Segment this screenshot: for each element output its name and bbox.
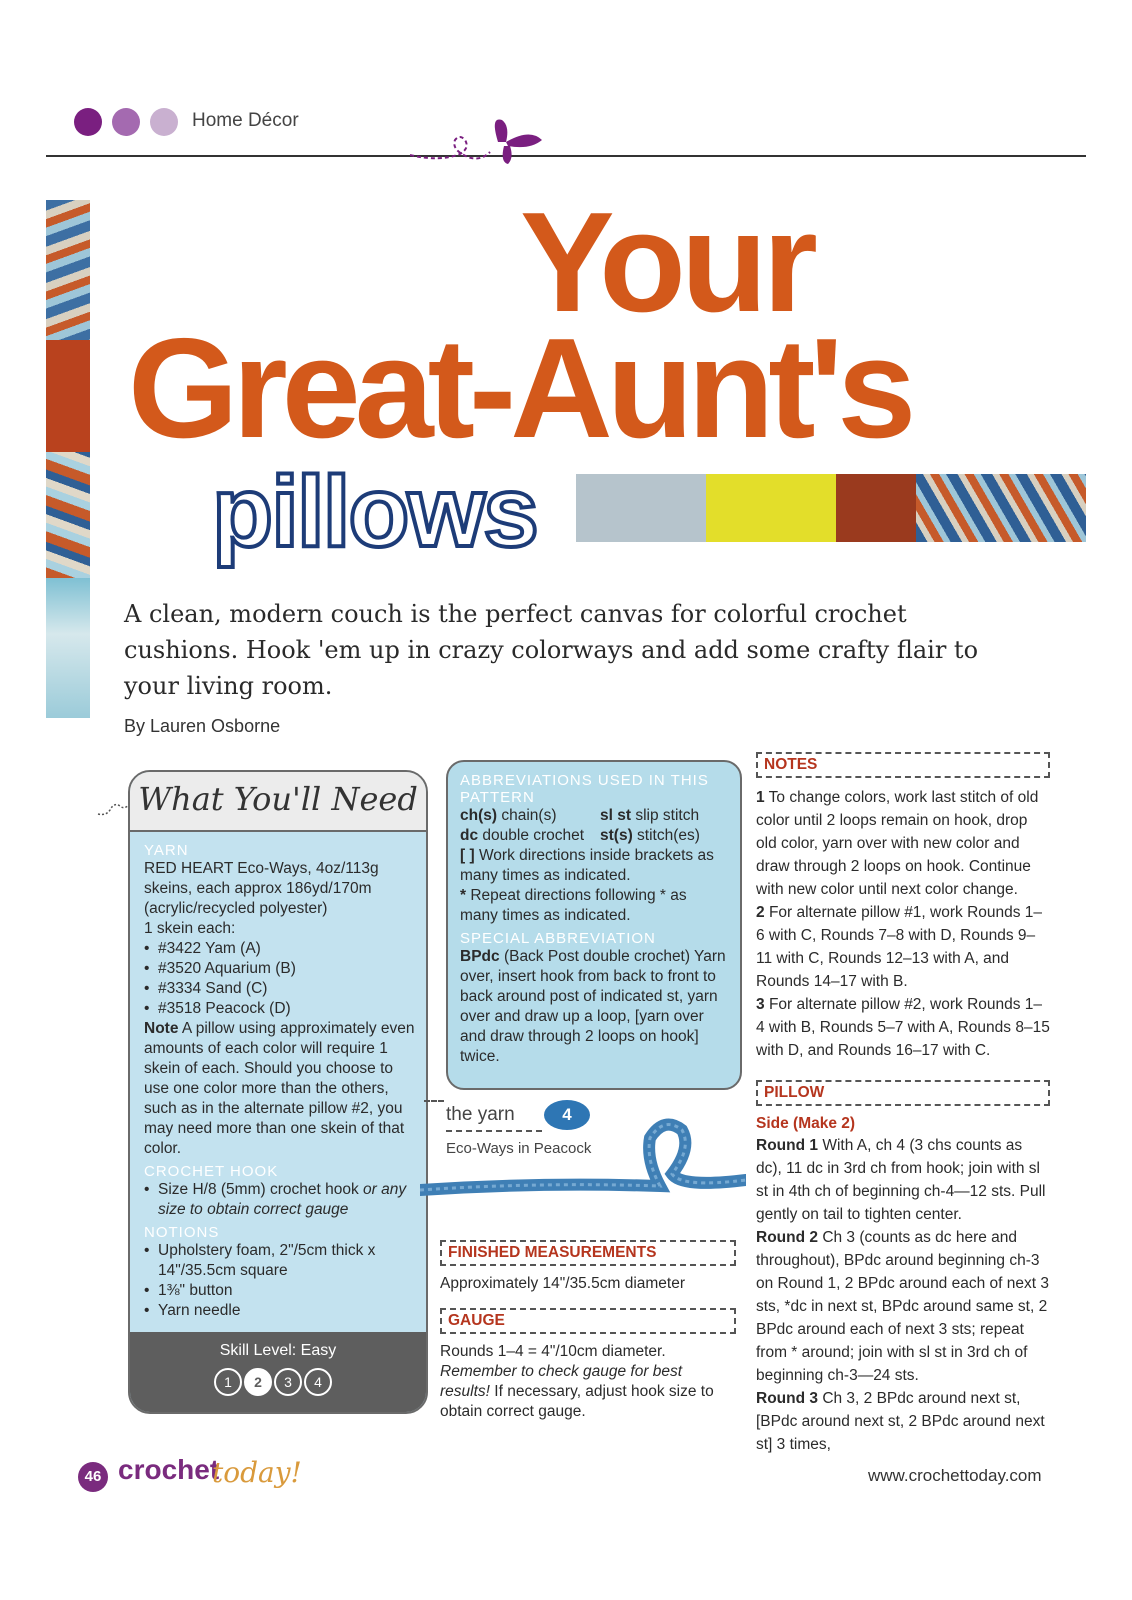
abbr-term: ch(s) — [460, 807, 498, 824]
notes-heading: NOTES — [756, 752, 1050, 778]
round-text: Ch 3 (counts as dc here and throughout), BPdc around beginning ch-3 on Round 1, 2 BPdc around each of next 3 sts, *dc in next st, BPdc around same st, 2 BPdc around each of next 3 sts; repeat from * around; join with sl st in 3rd ch of beginning ch-3—24 sts. — [756, 1229, 1049, 1384]
finished-heading: FINISHED MEASUREMENTS — [440, 1240, 736, 1266]
notion-item: • 1⅜" button — [144, 1281, 416, 1301]
notion-item: • Yarn needle — [144, 1301, 416, 1321]
skill-level-4: 4 — [304, 1368, 332, 1396]
notions-heading: NOTIONS — [144, 1224, 220, 1241]
abbr-content — [460, 772, 728, 1067]
round-label: Round 3 — [756, 1390, 818, 1407]
abbr-term: sl st — [600, 807, 632, 824]
section-label: Home Décor — [192, 110, 299, 131]
hook-heading: CROCHET HOOK — [144, 1163, 279, 1180]
butterfly-icon — [410, 112, 550, 172]
abbr-def: slip stitch — [635, 807, 700, 824]
crochet-photo-strip-2 — [46, 452, 90, 578]
gauge-text-2: If necessary, adjust hook size to obtain correct gauge. — [440, 1383, 714, 1420]
gauge-text — [440, 1342, 736, 1422]
round-item — [756, 1226, 1050, 1387]
abbr-term: st(s) — [600, 827, 633, 844]
hook-item — [144, 1180, 416, 1220]
pillow-heading: PILLOW — [756, 1080, 1050, 1106]
website-link[interactable]: www.crochettoday.com — [868, 1466, 1042, 1485]
note-item — [756, 993, 1050, 1062]
intro-paragraph: A clean, modern couch is the perfect canvas for colorful crochet cushions. Hook 'em up in crazy colorways and add some crafty flair to your living room. — [124, 600, 979, 700]
skill-level-3: 3 — [274, 1368, 302, 1396]
note-label: Note — [144, 1020, 179, 1037]
round-text: Ch 3, 2 BPdc around next st, [BPdc around next st, 2 BPdc around next st] 3 times, — [756, 1390, 1045, 1453]
orange-swatch-strip — [46, 340, 90, 452]
title-line-1: Your — [520, 183, 813, 342]
finished-text: Approximately 14"/35.5cm diameter — [440, 1275, 686, 1292]
note-num: 2 — [756, 904, 765, 921]
byline: By Lauren Osborne — [124, 716, 281, 736]
skill-level-band — [130, 1332, 426, 1412]
yarn-description: RED HEART Eco-Ways, 4oz/113g skeins, each approx 186yd/170m (acrylic/recycled polyester) — [144, 860, 379, 917]
title-line-2: Great-Aunt's — [128, 309, 911, 468]
star-symbol: * — [460, 887, 467, 904]
round-label: Round 1 — [756, 1137, 818, 1154]
brackets-text: Work directions inside brackets as many times as indicated. — [460, 847, 714, 884]
hook-gauge-note: or any size to obtain correct gauge — [158, 1181, 407, 1218]
what-youll-need-box — [128, 770, 428, 1414]
notion-item: • Upholstery foam, 2"/5cm thick x 14"/35.5cm square — [144, 1241, 416, 1281]
note-num: 1 — [756, 789, 765, 806]
abbr-grid — [460, 806, 728, 846]
magazine-logo-today: today! — [212, 1456, 302, 1489]
note-num: 3 — [756, 996, 765, 1013]
special-abbr-heading: SPECIAL ABBREVIATION — [460, 930, 656, 947]
abbr-item — [460, 826, 600, 846]
notes-section — [756, 752, 1050, 1456]
swatch-yellow — [706, 474, 836, 542]
round-label: Round 2 — [756, 1229, 818, 1246]
skein-line: 1 skein each: — [144, 920, 236, 937]
gauge-section — [440, 1308, 736, 1422]
color-item: • #3520 Aquarium (B) — [144, 959, 416, 979]
header-dot-1 — [74, 108, 102, 136]
yarn-name: Eco-Ways in Peacock — [446, 1140, 592, 1157]
yarn-strand-image — [420, 1110, 746, 1210]
gauge-heading: GAUGE — [440, 1308, 736, 1334]
bpdc-text: (Back Post double crochet) Yarn over, insert hook from back to front to back around post of indicated st, yarn over and draw up a loop, [yarn over and draw through 2 loops on hook] twice. — [460, 948, 726, 1065]
abbr-def: double crochet — [482, 827, 585, 844]
side-heading: Side (Make 2) — [756, 1115, 856, 1132]
swatch-gray — [576, 474, 706, 542]
gauge-text-1: Rounds 1–4 = 4"/10cm diameter. — [440, 1343, 666, 1360]
abbr-item — [600, 826, 740, 846]
note-body: To change colors, work last stitch of old color until 2 loops remain on hook, drop old color, yarn over with new color and draw through 2 loops on hook. Continue with new color until next color change. — [756, 789, 1039, 898]
header-dot-2 — [112, 108, 140, 136]
abbreviations-box — [446, 760, 742, 1090]
need-content — [144, 842, 416, 1321]
bpdc-definition — [460, 947, 728, 1067]
title-line-3: pillows — [212, 456, 537, 568]
the-yarn-label: the yarn — [446, 1104, 515, 1125]
brackets-rule — [460, 846, 728, 886]
note-item — [756, 786, 1050, 901]
note-body: For alternate pillow #1, work Rounds 1–6 with C, Rounds 7–8 with D, Rounds 9–11 with C, Rounds 12–13 with A, and Rounds 14–17 with B. — [756, 904, 1043, 990]
round-item — [756, 1134, 1050, 1226]
header-dot-3 — [150, 108, 178, 136]
need-title: What You'll Need — [138, 780, 418, 818]
page-number: 46 — [78, 1462, 108, 1492]
star-rule — [460, 886, 728, 926]
crochet-photo-strip — [46, 200, 90, 340]
star-text: Repeat directions following * as many times as indicated. — [460, 887, 687, 924]
gauge-reminder: Remember to check gauge for best results! — [440, 1363, 683, 1400]
bpdc-label: BPdc — [460, 948, 500, 965]
header-rule — [46, 155, 1086, 157]
yarn-heading: YARN — [144, 842, 189, 859]
note-body: For alternate pillow #2, work Rounds 1–4 with B, Rounds 5–7 with A, Rounds 8–15 with D, and Rounds 16–17 with C. — [756, 996, 1050, 1059]
finished-measurements-section — [440, 1240, 736, 1294]
skill-level-1: 1 — [214, 1368, 242, 1396]
round-item — [756, 1387, 1050, 1456]
round-text: With A, ch 4 (3 chs counts as dc), 11 dc in 3rd ch from hook; join with sl st in 4th ch of beginning ch-4—12 sts. Pull gently on tail to tighten center. — [756, 1137, 1046, 1223]
yarn-note — [144, 1019, 416, 1159]
abbr-heading: ABBREVIATIONS USED IN THIS PATTERN — [460, 772, 709, 806]
skill-level-2-selected: 2 — [244, 1368, 272, 1396]
abbr-def: stitch(es) — [637, 827, 700, 844]
skill-level-title: Skill Level: Easy — [219, 1342, 337, 1359]
abbr-term: dc — [460, 827, 479, 844]
color-item: • #3518 Peacock (D) — [144, 999, 416, 1019]
note-item — [756, 901, 1050, 993]
abbr-item — [600, 806, 740, 826]
color-item: • #3422 Yam (A) — [144, 939, 416, 959]
swatch-rust — [836, 474, 916, 542]
color-item: • #3334 Sand (C) — [144, 979, 416, 999]
hook-text: Size H/8 (5mm) crochet hook — [158, 1181, 359, 1198]
button-photo-strip — [46, 578, 90, 718]
abbr-def: chain(s) — [501, 807, 557, 824]
yarn-weight-badge: 4 — [544, 1100, 590, 1130]
brackets-symbol: [ ] — [460, 847, 475, 864]
yarn-thread-decoration — [96, 792, 132, 822]
note-text: A pillow using approximately even amounts of each color will require 1 skein of each. Should you choose to use one color more than the others, such as in the alternate pillow #2, you may need more than one skein of that color. — [144, 1020, 415, 1157]
yarn-dashed-rule — [424, 1100, 444, 1102]
swatch-crochet — [916, 474, 1086, 542]
magazine-logo-crochet: crochet — [118, 1454, 220, 1485]
abbr-item — [460, 806, 600, 826]
